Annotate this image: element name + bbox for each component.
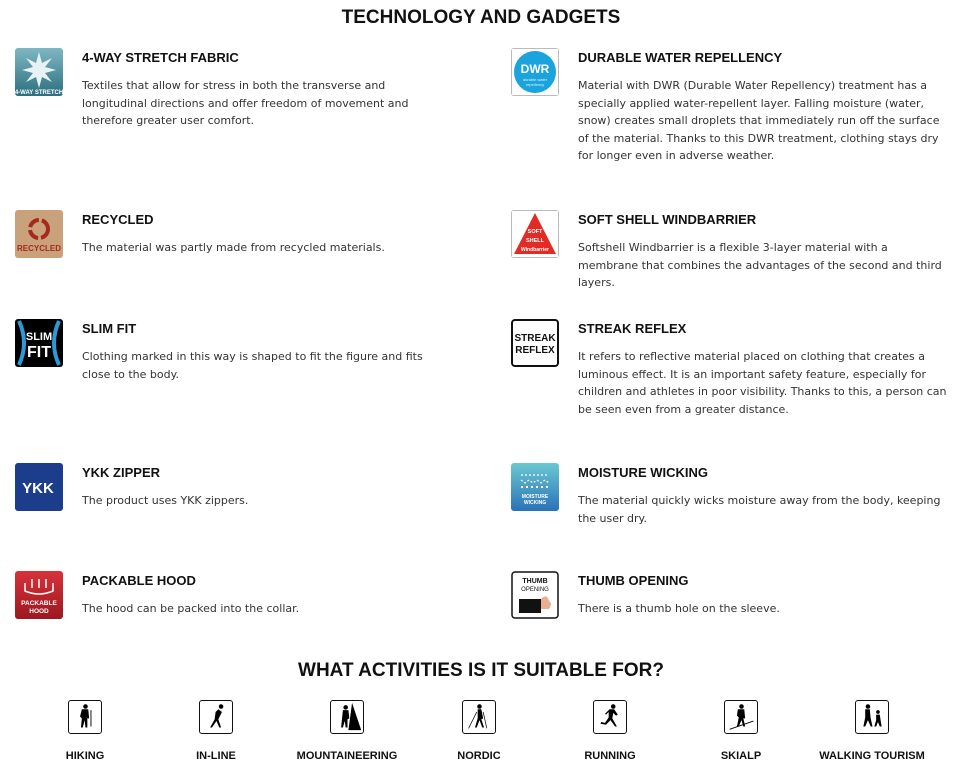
- svg-text:THUMB: THUMB: [522, 578, 548, 585]
- svg-text:OPENING: OPENING: [521, 587, 549, 593]
- activity-label: MOUNTAINEERING: [296, 750, 398, 762]
- svg-text:repellency: repellency: [525, 82, 545, 87]
- recycled-icon: [15, 210, 63, 258]
- svg-text:durable water: durable water: [522, 77, 548, 82]
- svg-text:WICKING: WICKING: [523, 500, 547, 506]
- svg-text:Windbarrier: Windbarrier: [520, 247, 550, 253]
- activity-nordic: [414, 700, 544, 762]
- svg-text:SHELL: SHELL: [525, 238, 545, 244]
- dwr-icon: [511, 48, 559, 96]
- activities-heading: WHAT ACTIVITIES IS IT SUITABLE FOR?: [298, 660, 664, 681]
- activity-mountaineering: [282, 700, 412, 762]
- packable-hood-icon: [15, 571, 63, 619]
- soft-shell-windbarrier-icon: [511, 210, 559, 258]
- feature-title: THUMB OPENING: [578, 573, 689, 588]
- activity-label: RUNNING: [584, 750, 636, 762]
- slim-fit-icon: [15, 319, 63, 367]
- activity-label: SKIALP: [720, 750, 762, 762]
- feature-title: 4-WAY STRETCH FABRIC: [82, 50, 239, 65]
- nordic-walking-icon: [462, 700, 496, 734]
- activity-walking-tourism: [807, 700, 937, 762]
- svg-text:FIT: FIT: [27, 344, 51, 361]
- running-icon: [593, 700, 627, 734]
- tech-heading: TECHNOLOGY AND GADGETS: [341, 7, 621, 28]
- svg-text:4-WAY STRETCH: 4-WAY STRETCH: [15, 90, 63, 96]
- activity-label: IN-LINE: [196, 750, 236, 762]
- activity-hiking: [20, 700, 150, 762]
- feature-title: RECYCLED: [82, 212, 154, 227]
- feature-description: Softshell Windbarrier is a flexible 3-layer material with a membrane that combines the advantages of the second and third layers.: [578, 241, 942, 290]
- activity-running: [545, 700, 675, 762]
- svg-text:STREAK: STREAK: [514, 333, 556, 344]
- svg-text:RECYCLED: RECYCLED: [16, 244, 62, 253]
- feature-title: DURABLE WATER REPELLENCY: [578, 50, 783, 65]
- feature-title: SOFT SHELL WINDBARRIER: [578, 212, 757, 227]
- activity-label: WALKING TOURISM: [819, 750, 925, 762]
- mountaineering-icon: [330, 700, 364, 734]
- inline-skating-icon: [199, 700, 233, 734]
- feature-title: SLIM FIT: [82, 321, 137, 336]
- feature-title: PACKABLE HOOD: [82, 573, 196, 588]
- streak-reflex-icon: [511, 319, 559, 367]
- feature-title: MOISTURE WICKING: [578, 465, 708, 480]
- activity-label: NORDIC: [457, 750, 501, 762]
- thumb-opening-icon: [511, 571, 559, 619]
- svg-text:SLIM: SLIM: [25, 331, 53, 343]
- four-way-stretch-icon: [15, 48, 63, 96]
- activity-label: HIKING: [65, 750, 105, 762]
- feature-description: Clothing marked in this way is shaped to fit the figure and fits close to the body.: [82, 350, 423, 381]
- feature-description: Textiles that allow for stress in both the transverse and longitudinal directions and offer freedom of movement and therefore greater user comfort.: [82, 79, 409, 128]
- feature-description: The material quickly wicks moisture away from the body, keeping the user dry.: [578, 494, 941, 525]
- activity-skialp: [676, 700, 806, 762]
- feature-description: Material with DWR (Durable Water Repellency) treatment has a specially applied water-repellent layer. Falling moisture (water, snow) creates small droplets that immediately run off the surface of the material. Thanks to this DWR treatment, clothing stays dry for longer even in adverse weather.: [578, 79, 940, 163]
- svg-text:DWR: DWR: [520, 62, 550, 76]
- feature-description: There is a thumb hole on the sleeve.: [578, 602, 780, 615]
- feature-description: The hood can be packed into the collar.: [82, 602, 300, 615]
- feature-description: The product uses YKK zippers.: [82, 494, 249, 507]
- feature-description: The material was partly made from recycled materials.: [82, 241, 385, 254]
- hiking-icon: [68, 700, 102, 734]
- svg-text:SOFT: SOFT: [527, 229, 543, 235]
- feature-title: YKK ZIPPER: [82, 465, 161, 480]
- feature-title: STREAK REFLEX: [578, 321, 687, 336]
- ykk-icon: [15, 463, 63, 511]
- skialp-icon: [724, 700, 758, 734]
- activity-inline: [151, 700, 281, 762]
- svg-text:REFLEX: REFLEX: [515, 345, 555, 356]
- svg-text:YKK: YKK: [22, 480, 54, 497]
- svg-text:MOISTURE: MOISTURE: [521, 494, 549, 500]
- walking-tourism-icon: [855, 700, 889, 734]
- moisture-wicking-icon: [511, 463, 559, 511]
- svg-text:PACKABLE: PACKABLE: [21, 600, 57, 607]
- svg-text:HOOD: HOOD: [29, 608, 49, 615]
- feature-description: It refers to reflective material placed on clothing that creates a luminous effect. It is an important safety feature, especially for children and athletes in poor visibility. Thanks to this, a person can be seen even from a greater distance.: [578, 350, 947, 416]
